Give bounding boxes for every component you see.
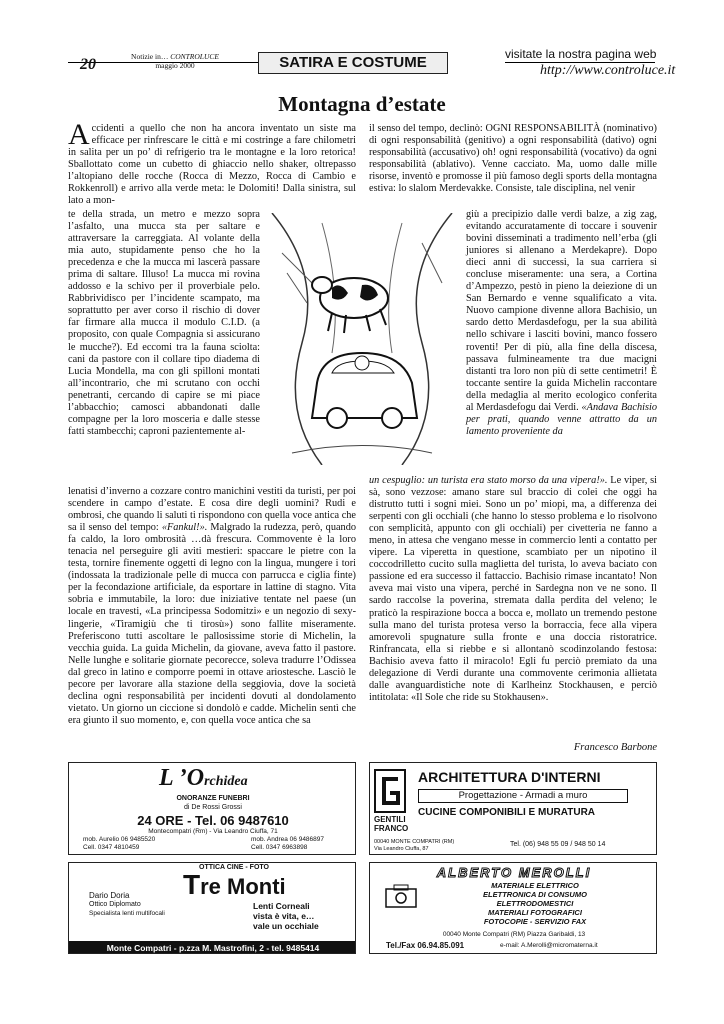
header-notizie-label: Notizie in… (131, 52, 169, 61)
orchidea-address: Montecompatri (Rm) - Via Leandro Ciuffa, 71 (148, 828, 278, 835)
gentili-sub: Progettazione - Armadi a muro (418, 789, 628, 803)
tremonti-slogan1: Lenti Corneali (253, 901, 310, 911)
tremonti-slogan2: vista è vita, e… (253, 911, 315, 921)
right-column-wrap (466, 209, 657, 438)
tremonti-person: Dario Doria (89, 891, 130, 900)
drop-cap: A (68, 118, 90, 151)
right-column-rest (369, 475, 657, 704)
car-figure (312, 353, 417, 428)
merolli-lines (430, 881, 640, 926)
left-rest-b: Malgrado la rudezza, però, quando fa caldo, la loro ombrosità …dà frescura. Commovente è la loro tenacia nel perseguire gli aviti mestieri: spaccare le pietre con la testa, tornire finemente oggetti di legno con la lingua, mungere i tori (indossata la tradizionale pelle di mucca con parrucca e ciglia finte) per la fecondazione artificiale, da esportare in lattine di stagno. Vita sobria e immutabile, la loro: due iniziative tentate nel paese (un locale en travesti, «La principessa Sodomitzi» e un negozio di sexy-lingerie, «Tiramigiù che ti tirosù») sono fallite miseramente. Preferiscono tutti ascoltare le pallosissime storie di Michelin, la vecchia guida. La guida Michelin, da giovane, aveva fatto il pastore. Nelle lunghe e solitarie giornate pecorecce, soleva tradurre l’Odissea dal greco in latino e comporre poemi in ottave ariostesche. Lasciò le pecore per lavorare alla stazione della seggiovia, dove la società declina ogni responsabilità per incidenti dovuti al dondolamento vietato. Un giorno un ciccione si dondolò e cadde. Michelin sentì che era giunto il suo momento, e, con quella voce antica che sa (68, 522, 356, 726)
merolli-addr: 00040 Monte Compatri (RM) Piazza Garibaldi, 13 (442, 931, 586, 938)
gentili-title: ARCHITETTURA D'INTERNI (418, 769, 601, 785)
header-date: maggio 2000 (155, 61, 195, 70)
gentili-tel: Tel. (06) 948 55 09 / 948 50 14 (510, 841, 606, 848)
section-title: SATIRA E COSTUME (258, 52, 448, 74)
merolli-line-1: MATERIALE ELETTRICO (491, 881, 579, 890)
gentili-logo (374, 769, 406, 813)
tremonti-role1: Ottico Diplomato (89, 901, 141, 908)
gentili-addr1: 00040 MONTE COMPATRI (RM) (374, 839, 455, 845)
website-url[interactable]: http://www.controluce.it (540, 63, 676, 78)
orchidea-logo-l: L ’O (159, 765, 205, 791)
visit-text: visitate la nostra pagina web (505, 47, 657, 61)
left-column-wrap: te della strada, un metro e mezzo sopra l’asfalto, una mucca sta per saltare e attraversare la carreggiata. Al volante della mia auto, stupidamente penso che ho la precedenza e che la mucca mi lascerà passare prima di saltare. Illuso! La mucca mi rovina addosso e la schivo per il proverbiale pelo. Rabbrividisco per l’incidente scampato, ma soprattutto per aver corso il rischio di dover far firmare alla mucca il modulo C.I.D. (a proposito, con quale Compagnia si assicurano le mucche?). Ed eccomi tra la fauna sciolta: cani da pastore con il collare tipo diadema di Lucia Mondella, ma con gli spilloni montati all’incontrario, che mi scrutano con occhi penetranti, cercando di capire se mi piace l’abbacchio; camosci abbandonati dalle compagne per la loro mosceria e dalle stesse fatti stambecchi; caproni pazientemente al- (68, 209, 260, 437)
header-notizie (130, 52, 220, 70)
merolli-tel: Tel./Fax 06.94.85.091 (386, 941, 465, 950)
tremonti-name-rest: re Monti (200, 874, 286, 899)
orchidea-contact-2b: Cell. 0347 6963898 (251, 844, 308, 851)
ad-gentili[interactable] (369, 762, 657, 855)
merolli-line-2: ELETTRONICA DI CONSUMO (483, 890, 587, 899)
gentili-line: CUCINE COMPONIBILI E MURATURA (418, 807, 596, 818)
orchidea-sub2: di De Rossi Grossi (184, 804, 242, 811)
right-rest-quote: un cespuglio: un turista era stato morso da una vipera!». (369, 475, 608, 486)
orchidea-logo-rest: rchidea (204, 774, 248, 789)
left-column-rest (68, 486, 356, 756)
orchidea-contact-1a: mob. Aurelio 06 9485520 (83, 836, 156, 843)
merolli-line-5: FOTOCOPIE - SERVIZIO FAX (483, 917, 587, 926)
orchidea-phone: 24 ORE - Tel. 06 9487610 (137, 813, 289, 828)
tremonti-slogan3: vale un occhiale (253, 921, 319, 931)
tremonti-name-t: T (183, 869, 201, 900)
tremonti-name (183, 869, 286, 901)
orchidea-sub1: ONORANZE FUNEBRI (176, 795, 250, 802)
left-rest-a: lenatisi d’inverno a cozzare contro manichini vestiti da turisti, per poi scendere in campo d’estate. E cosa dire degli uomini? Rudi e ombrosi, che quando li saluti ti rispondono con quella voce antica che sa il senso del tempo: (68, 486, 356, 534)
gentili-addr2: Via Leandro Ciuffa, 87 (374, 846, 429, 852)
merolli-name: ALBERTO MEROLLI (436, 865, 592, 880)
page-number: 20 (80, 56, 96, 73)
orchidea-contact-1b: Cell. 0347 4810459 (83, 844, 140, 851)
right-wrap-text: giù a precipizio dalle verdi balze, a zig zag, evitando accuratamente di toccare i souvenir bovini disseminati a tradimento nell’erba (gli juniores si allenano a Merdekapre). Dopo dieci anni di successi, la sua carriera si concluse miseramente: una sera, a Cortina d’Ampezzo, pestò in pieno la deiezione di un San Bernardo e venne squalificato a vita. Nuovo campione divenne allora Bachisio, un sardo detto Merdasdefogu, per la sua abilità nello schivare i lasciti bovini, manco fossero roventi! Per di più, alla fine della discesa, passava fulmineamente tra due macigni distanti tra loro non più di sette centimetri! È toccante sentire la guida Michelin raccontare della medaglia al merito ecologico conferita al Merdasdefogu dai Verdi. (466, 209, 657, 413)
right-rest-text: Le viper, si sà, sono vezzose: amano stare sul braccio di colei che oggi ha distrutto tutti i sogni miei. Sono un po’ miopi, ma, a differenza dei serpenti con gli occhiali (che hanno lo stesso problema e lo risolvono con semplicità, appunto con gli occhiali) per civetteria ne fanno a meno, in attesa che vengano messe in commercio lenti a contatto per vipere. La viperetta in questione, scambiato per un nipotino il coccodrilletto cucito sulla maglietta del turista, lo aveva baciato con passione ed era successo il fattaccio. Bachisio rimase incantato! Non aveva mai visto una vipera, perché in Sardegna non ve ne sono. Il sardo raccolse la poverina, stremata dalla perdita del veleno; le praticò la respirazione bocca a bocca e, mollato un tremendo pestone sulla mano del turista protesa verso la borraccia, fece alla vipera amorevoli spugnature sulla fronte e una doccia ristoratrice. Rinfrancata, ella si riebbe e si allontanò scodinzolando festosa: Bachisio aveva fatto il miracolo! Egli fu perciò premiato da una delegazione di Verdi durante una commovente cerimonia allietata dalle avanguardistiche note di Karlheinz Stockhausen, e perciò intitolata: «Il Sole che ride su Stokhausen». (369, 475, 657, 703)
orchidea-contact-2a: mob. Andrea 06 9486897 (251, 836, 325, 843)
ad-tremonti[interactable] (68, 862, 356, 954)
ad-merolli[interactable] (369, 862, 657, 954)
left-column-top (68, 118, 356, 207)
cow-figure (312, 277, 388, 333)
merolli-email: e-mail: A.Merolli@micromaterna.it (500, 942, 598, 949)
tremonti-footer: Monte Compatri - p.zza M. Mastrofini, 2 - tel. 9485414 (69, 941, 356, 954)
right-column-top: il senso del tempo, declinò: OGNI RESPONSABILITÀ (nominativo) di ogni responsabilità (genitivo) a ogni responsabilità (dativo) ogni responsabilità (accusativo) oh! ogni responsabilità (vocativo) da ogni responsabilità (ablativo). Venne cacciato. Ma, uomo dalle mille risorse, inventò e promosse il più famoso degli sports della montagna estiva: lo slalom Merdevakke. Consiste, tale disciplina, nel venir (369, 123, 657, 195)
merolli-icon (384, 883, 418, 909)
merolli-line-4: MATERIALI FOTOGRAFICI (488, 908, 582, 917)
article-title: Montagna d’estate (278, 92, 446, 116)
tremonti-top: OTTICA CINE - FOTO (199, 864, 269, 871)
merolli-line-3: ELETTRODOMESTICI (496, 899, 574, 908)
fankul-quote: «Fankul!». (161, 522, 208, 534)
orchidea-logo (159, 765, 248, 792)
gentili-brand2: FRANCO (374, 824, 409, 833)
article-author: Francesco Barbone (573, 742, 657, 753)
header-brand: CONTROLUCE (170, 52, 219, 61)
gentili-brand1: GENTILI (374, 815, 406, 824)
right-wrap-quote: «Andava Bachisio per prati, quando venne attratto da un lamento proveniente da (466, 401, 657, 437)
tremonti-role2: Specialista lenti multifocali (89, 910, 165, 917)
left-col-text: ccidenti a quello che non ha ancora inventato un siste ma efficace per rinfrescare le città e mi costringe a fare chilometri in salita per un po’ di refrigerio tra le montagne e la loro retorica! Sballottato come un cubetto di ghiaccio nello shaker, oltrepasso l’altopiano delle rocche (Rocca di Mezzo, Rocca di Cambio e Rokkenroll) e arrivo alla verde meta: le Dolomiti! Dalla sinistra, sul lato a mon- (68, 123, 356, 207)
ad-orchidea[interactable] (68, 762, 356, 855)
cartoon-illustration (262, 213, 462, 465)
